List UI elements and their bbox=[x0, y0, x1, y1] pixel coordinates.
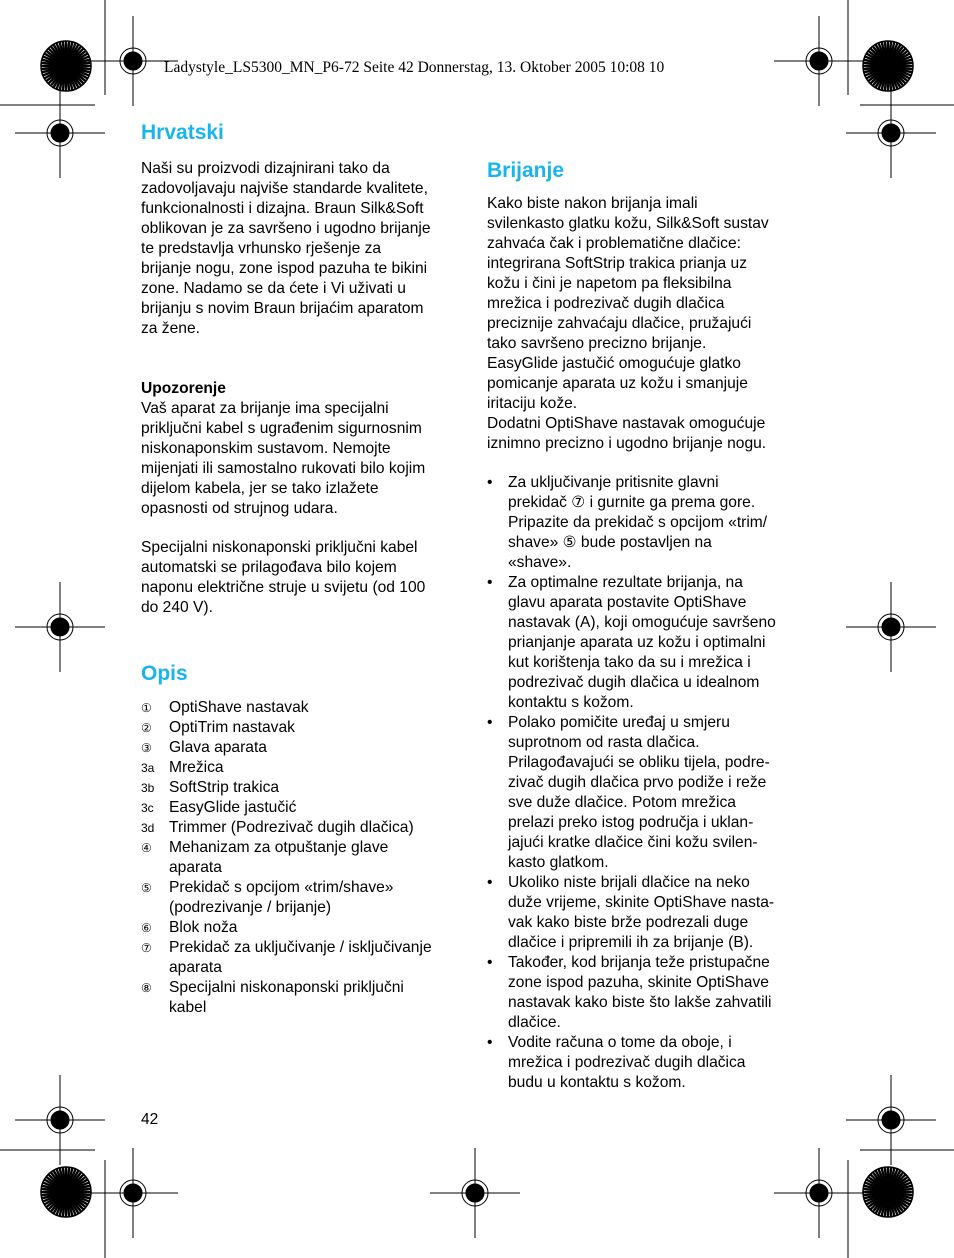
cable-note-line: naponu električne struje u svijetu (od 100 bbox=[141, 579, 426, 596]
brijanje-intro-line: iritaciju kože. bbox=[487, 395, 578, 412]
list-item-line: Polako pomičite uređaj u smjeru bbox=[508, 714, 730, 731]
intro-paragraph bbox=[141, 159, 471, 339]
brijanje-intro-line: kožu i čini je napetom pa fleksibilna bbox=[487, 275, 732, 292]
bullet-icon: • bbox=[487, 474, 493, 491]
brijanje-section bbox=[487, 159, 822, 183]
legend-label-line: OptiTrim nastavak bbox=[169, 719, 295, 736]
legend-item bbox=[141, 938, 471, 978]
target-dot bbox=[466, 1184, 484, 1202]
list-item-line: Vodite računa o tome da oboje, i bbox=[508, 1034, 732, 1051]
legend-item bbox=[141, 818, 471, 838]
legend-number: ⑦ bbox=[141, 941, 152, 955]
list-item-line: dlačice i pripremili ih za brijanje (B). bbox=[508, 934, 754, 951]
legend-label bbox=[169, 838, 471, 878]
bullet-icon: • bbox=[487, 1034, 493, 1051]
warning-title: Upozorenje bbox=[141, 380, 226, 397]
list-item-line: kut korištenja tako da su i mrežica i bbox=[508, 654, 751, 671]
list-item-line: mrežica i podrezivač dugih dlačica bbox=[508, 1054, 746, 1071]
list-item-line: Također, kod brijanja teže pristupačne bbox=[508, 954, 770, 971]
legend-item bbox=[141, 758, 471, 778]
cable-note-line: automatski se prilagođava bilo kojem bbox=[141, 559, 397, 576]
list-item bbox=[487, 473, 822, 573]
list-item-line: Za optimalne rezultate brijanja, na bbox=[508, 574, 743, 591]
legend-label-line: Mrežica bbox=[169, 759, 224, 776]
heading-hrvatski: Hrvatski bbox=[141, 121, 224, 144]
cable-note bbox=[141, 538, 471, 618]
legend-label-line: EasyGlide jastučić bbox=[169, 799, 297, 816]
print-header: Ladystyle_LS5300_MN_P6-72 Seite 42 Donnerstag, 13. Oktober 2005 10:08 10 bbox=[164, 59, 665, 76]
list-item-line: budu u kontaktu s kožom. bbox=[508, 1074, 686, 1091]
list-item-line: Ukoliko niste brijali dlačice na neko bbox=[508, 874, 750, 891]
legend-item bbox=[141, 878, 471, 918]
heading-brijanje: Brijanje bbox=[487, 159, 565, 182]
list-item-line: jajući kratke dlačice čini kožu svilen- bbox=[508, 834, 758, 851]
legend-label-line: Mehanizam za otpuštanje glave bbox=[169, 839, 389, 856]
cable-note-line: do 240 V). bbox=[141, 599, 213, 616]
legend-label bbox=[169, 738, 471, 758]
legend-number: ④ bbox=[141, 841, 152, 855]
legend-item bbox=[141, 718, 471, 738]
list-item-line: nastavak (A), koji omogućuje savršeno bbox=[508, 614, 776, 631]
brijanje-intro-line: EasyGlide jastučić omogućuje glatko bbox=[487, 355, 741, 372]
warning-line: niskonaponskim sustavom. Nemojte bbox=[141, 440, 391, 457]
legend-label bbox=[169, 718, 471, 738]
intro-line: brijanju s novim Braun brijaćim aparatom bbox=[141, 300, 424, 317]
legend-label-line: Blok noža bbox=[169, 919, 238, 936]
legend-number: ① bbox=[141, 701, 152, 715]
target-dot bbox=[810, 52, 828, 70]
warning-text bbox=[141, 399, 471, 519]
legend-item bbox=[141, 918, 471, 938]
warning-line: priključni kabel s ugrađenim sigurnosnim bbox=[141, 420, 422, 437]
legend-label-line: OptiShave nastavak bbox=[169, 699, 309, 716]
list-item bbox=[487, 1033, 822, 1093]
legend-label bbox=[169, 698, 471, 718]
brijanje-intro-line: mrežica i podrezivač dugih dlačica bbox=[487, 295, 725, 312]
legend-number: 3a bbox=[141, 761, 155, 775]
legend-item bbox=[141, 738, 471, 758]
legend-number: 3d bbox=[141, 821, 155, 835]
list-item-line: zivač dugih dlačica prvo podiže i reže bbox=[508, 774, 767, 791]
left-column bbox=[141, 121, 471, 145]
page-number: 42 bbox=[141, 1111, 159, 1128]
legend-number: ⑤ bbox=[141, 881, 152, 895]
warning-section bbox=[141, 379, 471, 519]
list-item-line: prekidač ⑦ i gurnite ga prema gore. bbox=[508, 494, 756, 511]
target-dot bbox=[51, 618, 69, 636]
list-item-line: «shave». bbox=[508, 554, 572, 571]
brijanje-intro-line: integrirana SoftStrip trakica prianja uz bbox=[487, 255, 748, 272]
list-item-line: podrezivač dugih dlačica u idealnom bbox=[508, 674, 760, 691]
legend-number: 3c bbox=[141, 801, 154, 815]
legend-number: 3b bbox=[141, 781, 155, 795]
legend-item bbox=[141, 978, 471, 1018]
list-item-line: suprotnom od rasta dlačica. bbox=[508, 734, 700, 751]
intro-line: oblikovan je za savršeno i ugodno brijanje bbox=[141, 220, 431, 237]
legend-label-line: aparata bbox=[169, 959, 222, 976]
intro-line: za žene. bbox=[141, 320, 200, 337]
legend-label bbox=[169, 918, 471, 938]
legend-label bbox=[169, 878, 471, 918]
legend-label-line: SoftStrip trakica bbox=[169, 779, 280, 796]
list-item bbox=[487, 573, 822, 713]
brijanje-intro bbox=[487, 194, 822, 454]
list-item-line: sve duže dlačice. Potom mrežica bbox=[508, 794, 736, 811]
list-item-line: zone ispod pazuha, skinite OptiShave bbox=[508, 974, 769, 991]
list-item-line: shave» ⑤ bude postavljen na bbox=[508, 534, 712, 551]
instruction-list bbox=[487, 473, 822, 1093]
intro-line: brijanje nogu, zone ispod pazuha te bikini bbox=[141, 260, 428, 277]
list-item-line: prianjanje aparata uz kožu i optimalni bbox=[508, 634, 766, 651]
legend-item bbox=[141, 698, 471, 718]
list-item bbox=[487, 953, 822, 1033]
list-item-line: Prilagođavajući se obliku tijela, podre- bbox=[508, 754, 770, 771]
legend-label bbox=[169, 938, 471, 978]
legend-item bbox=[141, 798, 471, 818]
legend-label bbox=[169, 758, 471, 778]
list-item-line: prelazi preko istog područja i uklan- bbox=[508, 814, 754, 831]
opis-section bbox=[141, 662, 471, 686]
list-item-line: kasto glatkom. bbox=[508, 854, 609, 871]
warning-line: Vaš aparat za brijanje ima specijalni bbox=[141, 400, 389, 417]
legend-item bbox=[141, 778, 471, 798]
legend-label-line: (podrezivanje / brijanje) bbox=[169, 899, 332, 916]
legend-number: ③ bbox=[141, 741, 152, 755]
list-item-line: dlačice. bbox=[508, 1014, 561, 1031]
target-dot bbox=[124, 52, 142, 70]
target-dot bbox=[882, 124, 900, 142]
target-dot bbox=[810, 1184, 828, 1202]
target-dot bbox=[882, 618, 900, 636]
list-item-line: nastavak kako biste što lakše zahvatili bbox=[508, 994, 772, 1011]
brijanje-intro-line: tako savršeno precizno brijanje. bbox=[487, 335, 707, 352]
intro-line: funkcionalnosti i dizajna. Braun Silk&Soft bbox=[141, 200, 424, 217]
brijanje-intro-line: preciznije zahvaćaju dlačice, pružajući bbox=[487, 315, 752, 332]
intro-line: te predstavlja vrhunsko rješenje za bbox=[141, 240, 382, 257]
legend-label-line: aparata bbox=[169, 859, 222, 876]
target-dot bbox=[124, 1184, 142, 1202]
intro-line: zone. Nadamo se da ćete i Vi uživati u bbox=[141, 280, 406, 297]
bullet-icon: • bbox=[487, 714, 493, 731]
legend-label bbox=[169, 778, 471, 798]
legend-label-line: Trimmer (Podrezivač dugih dlačica) bbox=[169, 819, 414, 836]
list-item bbox=[487, 713, 822, 873]
legend-label-line: kabel bbox=[169, 999, 207, 1016]
brijanje-intro-line: iznimno precizno i ugodno brijanje nogu. bbox=[487, 435, 767, 452]
list-item-line: Za uključivanje pritisnite glavni bbox=[508, 474, 719, 491]
warning-line: mijenjati ili samostalno rukovati bilo kojim bbox=[141, 460, 426, 477]
list-item bbox=[487, 873, 822, 953]
list-item-line: kontaktu s kožom. bbox=[508, 694, 634, 711]
list-item-line: duže vrijeme, skinite OptiShave nasta- bbox=[508, 894, 775, 911]
legend-label bbox=[169, 798, 471, 818]
legend-label bbox=[169, 978, 471, 1018]
legend-label-line: Prekidač za uključivanje / isključivanje bbox=[169, 939, 432, 956]
brijanje-intro-line: svilenkasto glatku kožu, Silk&Soft sustav bbox=[487, 215, 769, 232]
bullet-icon: • bbox=[487, 574, 493, 591]
legend-number: ② bbox=[141, 721, 152, 735]
list-item-line: Pripazite da prekidač s opcijom «trim/ bbox=[508, 514, 768, 531]
intro-line: zadovoljavaju najviše standarde kvalitete, bbox=[141, 180, 428, 197]
warning-line: opasnosti od strujnog udara. bbox=[141, 500, 338, 517]
legend-label-line: Prekidač s opcijom «trim/shave» bbox=[169, 879, 394, 896]
warning-line: dijelom kabela, jer se tako izlažete bbox=[141, 480, 379, 497]
legend-number: ⑧ bbox=[141, 981, 152, 995]
list-item-line: glavu aparata postavite OptiShave bbox=[508, 594, 747, 611]
legend-label-line: Specijalni niskonaponski priključni bbox=[169, 979, 404, 996]
intro-line: Naši su proizvodi dizajnirani tako da bbox=[141, 160, 390, 177]
legend-item bbox=[141, 838, 471, 878]
legend-number: ⑥ bbox=[141, 921, 152, 935]
target-dot bbox=[51, 124, 69, 142]
parts-legend bbox=[141, 698, 471, 1018]
brijanje-intro-line: Dodatni OptiShave nastavak omogućuje bbox=[487, 415, 766, 432]
target-dot bbox=[51, 1111, 69, 1129]
bullet-icon: • bbox=[487, 874, 493, 891]
legend-label bbox=[169, 818, 471, 838]
list-item-line: vak kako biste brže podrezali duge bbox=[508, 914, 749, 931]
target-dot bbox=[882, 1111, 900, 1129]
cable-note-line: Specijalni niskonaponski priključni kabel bbox=[141, 539, 418, 556]
bullet-icon: • bbox=[487, 954, 493, 971]
legend-label-line: Glava aparata bbox=[169, 739, 267, 756]
brijanje-intro-line: zahvaća čak i problematične dlačice: bbox=[487, 235, 741, 252]
brijanje-intro-line: Kako biste nakon brijanja imali bbox=[487, 195, 698, 212]
heading-opis: Opis bbox=[141, 662, 188, 685]
brijanje-intro-line: pomicanje aparata uz kožu i smanjuje bbox=[487, 375, 748, 392]
